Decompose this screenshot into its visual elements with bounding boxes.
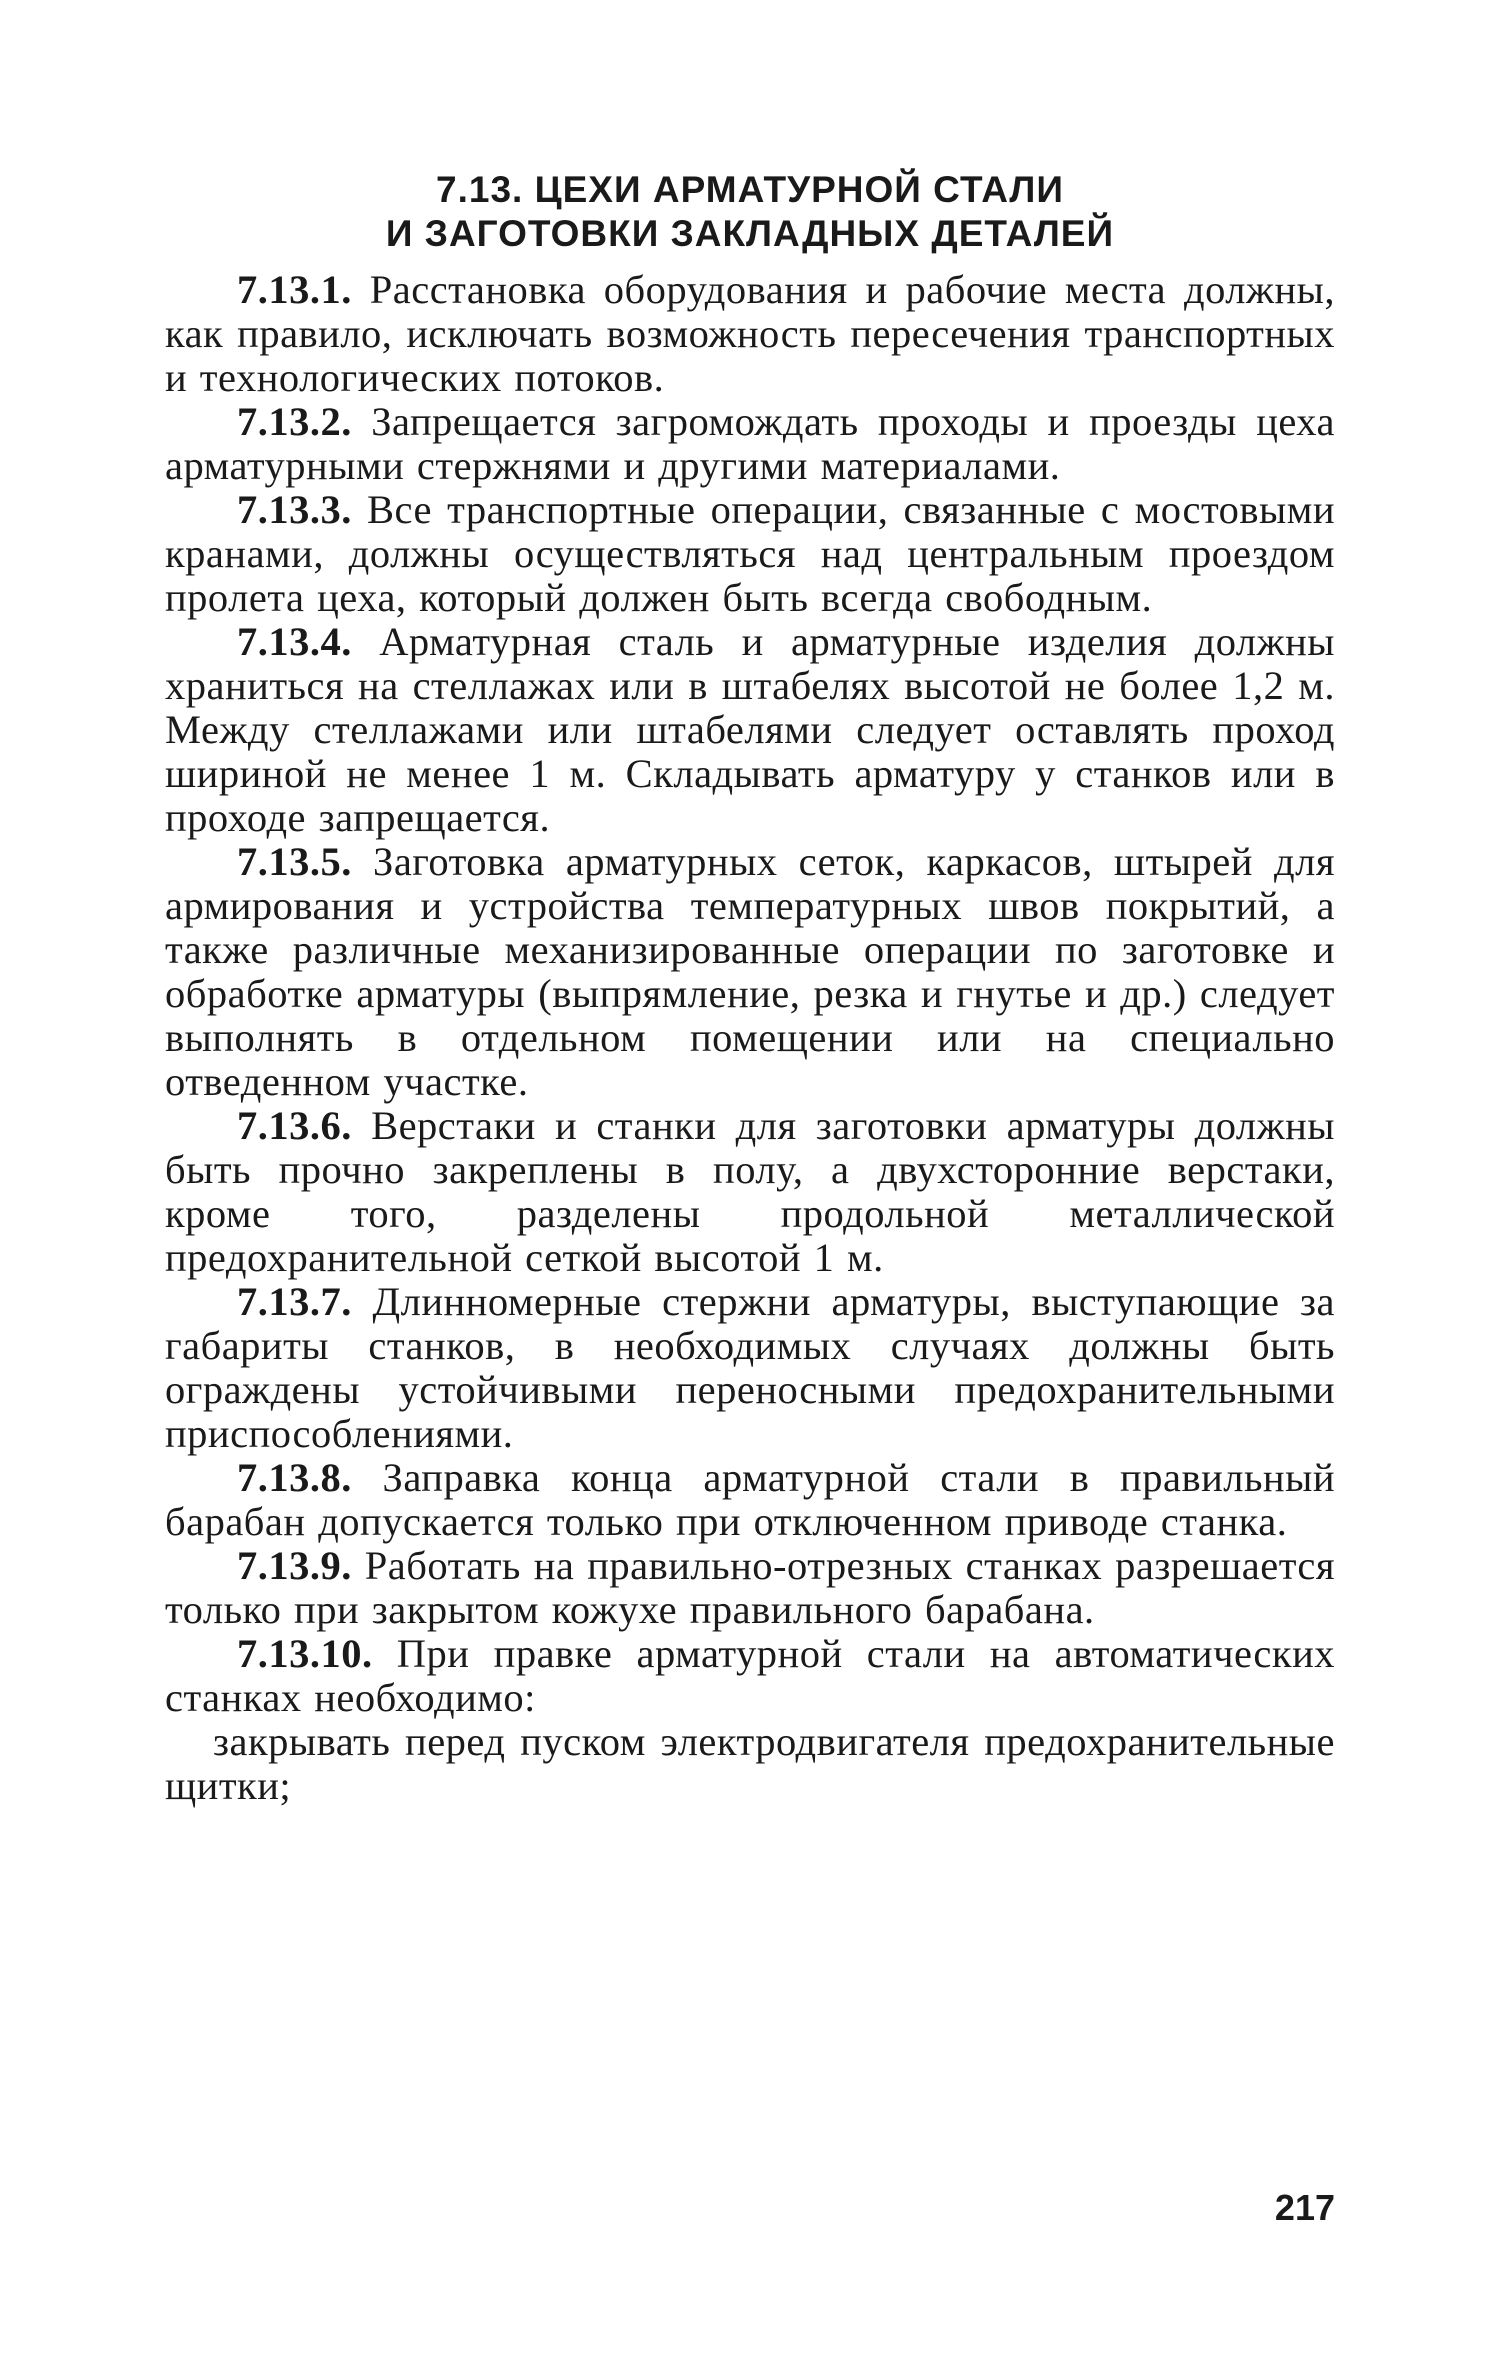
clause-text: Заправка конца арматурной стали в правильный барабан допускается только при отключенном приводе станка.	[165, 1455, 1335, 1544]
clause-text: Арматурная сталь и арматурные изделия должны храниться на стеллажах или в штабелях высотой не более 1,2 м. Между стеллажами или штабелями следует оставлять проход шириной не менее 1 м. Складывать арматуру у станков или в проходе запрещается.	[165, 619, 1336, 840]
section-title-line-1: 7.13. ЦЕХИ АРМАТУРНОЙ СТАЛИ	[436, 169, 1064, 210]
clause-text: Все транспортные операции, связанные с мостовыми кранами, должны осуществляться над центральным проездом пролета цеха, который должен быть всегда свободным.	[165, 487, 1335, 620]
clause-number: 7.13.3.	[237, 487, 352, 532]
clause-text: Работать на правильно-отрезных станках разрешается только при закрытом кожухе правильного барабана.	[165, 1543, 1336, 1632]
clause-number: 7.13.2.	[237, 399, 352, 444]
clause-number: 7.13.5.	[237, 839, 352, 884]
clause-text: При правке арматурной стали на автоматических станках необходимо:	[165, 1631, 1335, 1720]
page-number: 217	[1274, 2187, 1335, 2228]
clause-text: Расстановка оборудования и рабочие места должны, как правило, исключать возможность пересечения транспортных и технологических потоков.	[165, 267, 1336, 400]
clause-text: Запрещается загромождать проходы и проезды цеха арматурными стержнями и другими материалами.	[165, 399, 1335, 488]
list-item	[165, 1720, 1335, 1808]
section-heading	[165, 168, 1335, 256]
clause-number: 7.13.6.	[237, 1103, 352, 1148]
clause-number: 7.13.7.	[237, 1279, 352, 1324]
clause-text: Верстаки и станки для заготовки арматуры должны быть прочно закреплены в полу, а двухсторонние верстаки, кроме того, разделены продольной металлической предохранительной сеткой высотой 1 м.	[165, 1103, 1336, 1280]
paragraph-7-13-10	[165, 1632, 1335, 1720]
paragraph-7-13-1	[165, 268, 1335, 400]
clause-number: 7.13.4.	[237, 619, 352, 664]
paragraph-7-13-6	[165, 1104, 1335, 1280]
paragraph-7-13-4	[165, 620, 1335, 840]
clause-number: 7.13.1.	[237, 267, 352, 312]
document-page	[165, 168, 1335, 1808]
paragraph-7-13-7	[165, 1280, 1335, 1456]
paragraph-7-13-5	[165, 840, 1335, 1104]
clause-text: Заготовка арматурных сеток, каркасов, штырей для армирования и устройства температурных швов покрытий, а также различные механизированные операции по заготовке и обработке арматуры (выпрямление, резка и гнутье и др.) следует выполнять в отдельном помещении или на специально отведенном участке.	[165, 839, 1336, 1104]
section-title-line-2: И ЗАГОТОВКИ ЗАКЛАДНЫХ ДЕТАЛЕЙ	[385, 213, 1115, 254]
clause-text: Длинномерные стержни арматуры, выступающие за габариты станков, в необходимых случаях должны быть ограждены устойчивыми переносными предохранительными приспособлениями.	[165, 1279, 1336, 1456]
clause-number: 7.13.8.	[237, 1455, 352, 1500]
paragraph-7-13-3	[165, 488, 1335, 620]
list-item-text: закрывать перед пуском электродвигателя предохранительные щитки;	[165, 1719, 1335, 1808]
clause-number: 7.13.10.	[237, 1631, 373, 1676]
paragraph-7-13-2	[165, 400, 1335, 488]
paragraph-7-13-8	[165, 1456, 1335, 1544]
clause-number: 7.13.9.	[237, 1543, 352, 1588]
paragraph-7-13-9	[165, 1544, 1335, 1632]
